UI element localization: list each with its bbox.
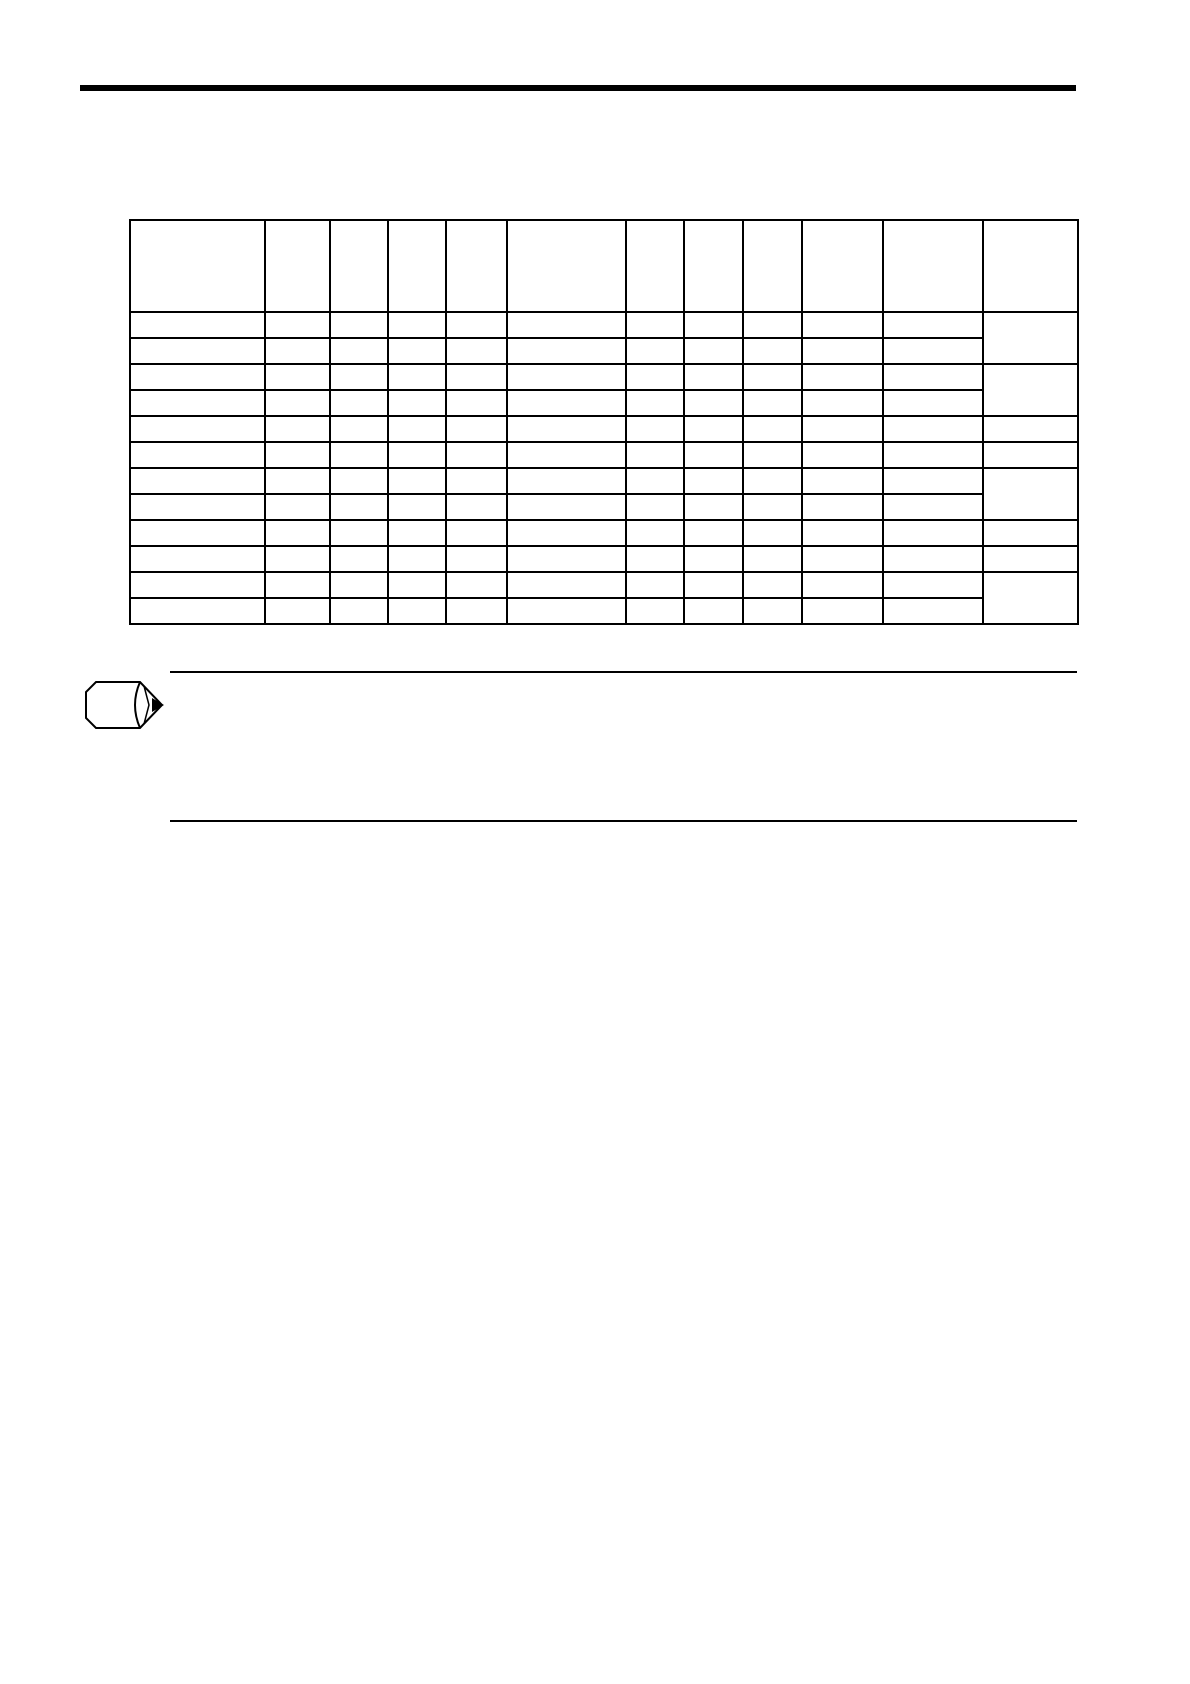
table-cell <box>446 546 507 572</box>
table-cell <box>743 364 802 390</box>
table-cell <box>743 312 802 338</box>
table-cell <box>265 572 330 598</box>
note-bottom-rule <box>170 820 1077 822</box>
table-cell <box>388 442 446 468</box>
table-cell <box>330 546 388 572</box>
table-cell <box>388 390 446 416</box>
table-cell <box>388 338 446 364</box>
table-cell <box>507 546 626 572</box>
table-cell <box>507 468 626 494</box>
table-cell <box>388 546 446 572</box>
group-cell <box>983 572 1078 624</box>
table-cell <box>507 416 626 442</box>
table-cell <box>684 390 743 416</box>
table-cell <box>330 572 388 598</box>
note-top-rule <box>170 671 1077 673</box>
table-cell <box>130 598 265 624</box>
table-row <box>130 442 1078 468</box>
group-cell <box>983 364 1078 416</box>
header-cell <box>983 220 1078 312</box>
table-cell <box>684 416 743 442</box>
table-cell <box>626 390 684 416</box>
table-cell <box>743 416 802 442</box>
data-table <box>129 219 1079 625</box>
table-row <box>130 598 1078 624</box>
table-cell <box>265 338 330 364</box>
table-cell <box>626 416 684 442</box>
table-cell <box>802 598 883 624</box>
table-cell <box>330 468 388 494</box>
table-cell <box>626 520 684 546</box>
table-cell <box>743 338 802 364</box>
table-cell <box>265 390 330 416</box>
table-row <box>130 494 1078 520</box>
table-cell <box>802 364 883 390</box>
table-row <box>130 390 1078 416</box>
table-cell <box>626 572 684 598</box>
table-cell <box>330 312 388 338</box>
table-cell <box>802 520 883 546</box>
table-cell <box>684 520 743 546</box>
table-cell <box>507 312 626 338</box>
group-cell <box>983 442 1078 468</box>
table-row <box>130 364 1078 390</box>
table-cell <box>330 494 388 520</box>
table-cell <box>265 468 330 494</box>
table-cell <box>446 598 507 624</box>
table-cell <box>684 468 743 494</box>
table-cell <box>802 416 883 442</box>
table-cell <box>265 312 330 338</box>
table-cell <box>330 338 388 364</box>
table-cell <box>883 364 983 390</box>
table-cell <box>626 364 684 390</box>
table-cell <box>883 494 983 520</box>
group-cell <box>983 520 1078 546</box>
table-cell <box>743 598 802 624</box>
group-cell <box>983 546 1078 572</box>
table-cell <box>626 494 684 520</box>
header-cell <box>883 220 983 312</box>
table-cell <box>388 520 446 546</box>
table-cell <box>883 390 983 416</box>
table-cell <box>130 338 265 364</box>
table-cell <box>883 338 983 364</box>
header-cell <box>388 220 446 312</box>
table-cell <box>330 416 388 442</box>
table-cell <box>802 572 883 598</box>
table-cell <box>684 364 743 390</box>
table-cell <box>130 364 265 390</box>
table-cell <box>507 572 626 598</box>
table-cell <box>446 572 507 598</box>
table-cell <box>265 520 330 546</box>
table-cell <box>507 338 626 364</box>
table-cell <box>507 494 626 520</box>
table-cell <box>388 598 446 624</box>
table-cell <box>446 338 507 364</box>
header-cell <box>507 220 626 312</box>
table-cell <box>684 572 743 598</box>
group-cell <box>983 416 1078 442</box>
table-cell <box>802 442 883 468</box>
table-header-row <box>130 220 1078 312</box>
header-cell <box>130 220 265 312</box>
table-cell <box>802 468 883 494</box>
table-cell <box>388 572 446 598</box>
table-row <box>130 572 1078 598</box>
table-cell <box>130 520 265 546</box>
table-cell <box>743 494 802 520</box>
table-row <box>130 546 1078 572</box>
table-cell <box>507 364 626 390</box>
table-cell <box>265 364 330 390</box>
header-cell <box>684 220 743 312</box>
table-cell <box>883 416 983 442</box>
table-cell <box>802 546 883 572</box>
table-cell <box>507 390 626 416</box>
header-cell <box>265 220 330 312</box>
table-cell <box>743 520 802 546</box>
header-cell <box>330 220 388 312</box>
table-cell <box>684 494 743 520</box>
table-cell <box>265 494 330 520</box>
table-cell <box>883 468 983 494</box>
table-cell <box>507 520 626 546</box>
header-rule <box>80 85 1076 91</box>
table-row <box>130 416 1078 442</box>
table-cell <box>684 442 743 468</box>
table-cell <box>330 598 388 624</box>
header-cell <box>802 220 883 312</box>
table-cell <box>802 312 883 338</box>
table-cell <box>684 338 743 364</box>
table-cell <box>130 468 265 494</box>
table-cell <box>130 312 265 338</box>
table-cell <box>883 546 983 572</box>
table-cell <box>743 442 802 468</box>
table-row <box>130 520 1078 546</box>
group-cell <box>983 312 1078 364</box>
group-cell <box>983 468 1078 520</box>
table-cell <box>883 520 983 546</box>
table-cell <box>446 364 507 390</box>
table-row <box>130 338 1078 364</box>
table-cell <box>265 546 330 572</box>
table-cell <box>388 494 446 520</box>
table-cell <box>446 494 507 520</box>
table-cell <box>330 520 388 546</box>
table-cell <box>626 312 684 338</box>
table-cell <box>507 442 626 468</box>
table-cell <box>626 598 684 624</box>
pencil-note-icon <box>84 680 170 730</box>
table-cell <box>507 598 626 624</box>
table-cell <box>743 468 802 494</box>
table-cell <box>446 520 507 546</box>
table-cell <box>446 312 507 338</box>
header-cell <box>743 220 802 312</box>
table-cell <box>626 546 684 572</box>
table-cell <box>802 494 883 520</box>
table-cell <box>684 312 743 338</box>
table-cell <box>446 468 507 494</box>
table-cell <box>265 416 330 442</box>
table-cell <box>802 390 883 416</box>
table-cell <box>626 468 684 494</box>
table-cell <box>743 390 802 416</box>
table-cell <box>388 364 446 390</box>
table-cell <box>684 546 743 572</box>
table-cell <box>388 468 446 494</box>
table-cell <box>130 572 265 598</box>
table-row <box>130 468 1078 494</box>
table-cell <box>743 572 802 598</box>
table-cell <box>330 364 388 390</box>
table-cell <box>388 312 446 338</box>
table-row <box>130 312 1078 338</box>
table-cell <box>388 416 446 442</box>
header-cell <box>626 220 684 312</box>
table-cell <box>883 598 983 624</box>
table-cell <box>883 442 983 468</box>
table-cell <box>130 416 265 442</box>
table-cell <box>626 338 684 364</box>
table-cell <box>330 390 388 416</box>
table-cell <box>330 442 388 468</box>
table-cell <box>446 416 507 442</box>
table-cell <box>626 442 684 468</box>
table-cell <box>130 494 265 520</box>
table-cell <box>130 546 265 572</box>
table-cell <box>130 442 265 468</box>
table-cell <box>883 572 983 598</box>
table-cell <box>265 442 330 468</box>
table-cell <box>446 442 507 468</box>
table-cell <box>684 598 743 624</box>
table-cell <box>743 546 802 572</box>
table-cell <box>446 390 507 416</box>
table-cell <box>802 338 883 364</box>
header-cell <box>446 220 507 312</box>
table-cell <box>265 598 330 624</box>
table-cell <box>130 390 265 416</box>
table-cell <box>883 312 983 338</box>
